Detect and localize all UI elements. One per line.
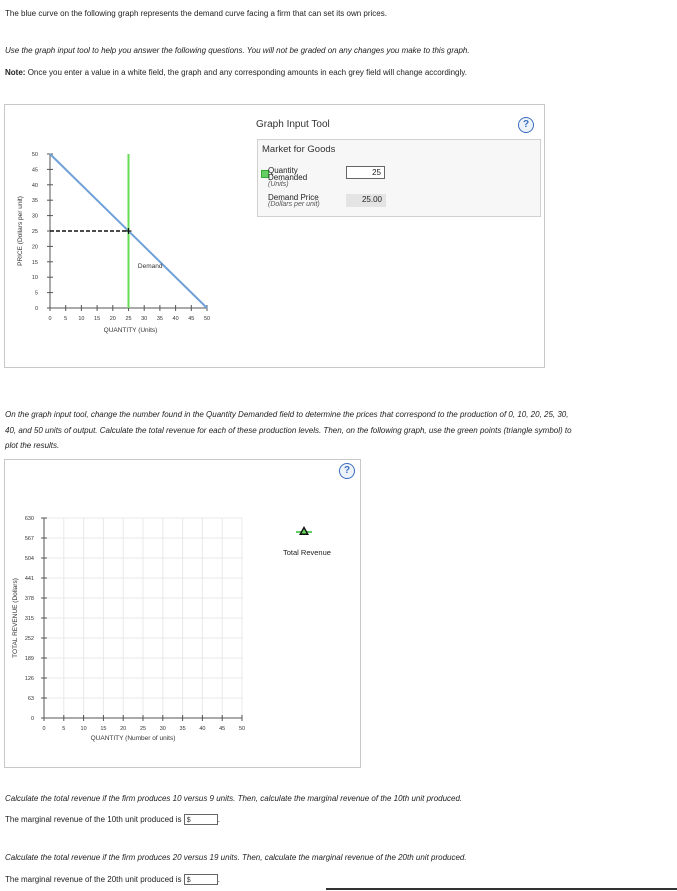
question-1-answer-label: The marginal revenue of the 10th unit produced is (5, 815, 182, 824)
note-text: Once you enter a value in a white field, the graph and any corresponding amounts in each grey field will change accordingly. (27, 68, 467, 77)
question-2-answer-label: The marginal revenue of the 20th unit produced is (5, 875, 182, 884)
x-axis-label: QUANTITY (Units) (103, 327, 158, 334)
legend-total-revenue: Total Revenue (283, 548, 331, 557)
question-2-answer-row (5, 874, 220, 886)
x-tick-label: 40 (199, 726, 206, 732)
note-line (5, 67, 467, 79)
y-tick-label: 126 (24, 676, 34, 682)
x-tick-label: 0 (42, 726, 46, 732)
total-revenue-chart (8, 508, 258, 748)
question-1-prompt: Calculate the total revenue if the firm produces 10 versus 9 units. Then, calculate the marginal revenue of the 10th unit produced. (5, 794, 463, 803)
y-tick-label: 630 (24, 516, 34, 522)
quantity-label-2: Demanded (268, 173, 308, 182)
y-tick-label: 30 (31, 213, 38, 220)
y-tick-label: 35 (31, 198, 38, 205)
y-tick-label: 50 (31, 152, 38, 158)
x-tick-label: 15 (94, 316, 101, 322)
x-axis-label: QUANTITY (Number of units) (90, 735, 176, 742)
y-tick-label: 567 (24, 536, 34, 542)
y-tick-label: 0 (34, 306, 38, 312)
x-tick-label: 20 (120, 726, 127, 732)
x-tick-label: 25 (125, 316, 132, 322)
y-tick-label: 20 (31, 244, 38, 251)
triangle-tool-icon[interactable] (294, 524, 314, 538)
y-tick-label: 10 (31, 275, 38, 282)
plot-instruction: On the graph input tool, change the number found in the Quantity Demanded field to determine the prices that correspond to the production of 0, 10, 20, 25, 30, 40, and 50 units of output. Calculate the total revenue for each of these production levels. Then, on the following graph, use the green points (triangle symbol) to plot the results. (5, 410, 572, 450)
demand-label: Demand (137, 262, 163, 270)
quantity-demanded-input[interactable]: 25 (346, 166, 385, 179)
price-units: (Dollars per unit) (268, 201, 320, 208)
y-tick-label: 5 (34, 290, 38, 297)
x-tick-label: 5 (62, 726, 66, 732)
question-2-prompt: Calculate the total revenue if the firm produces 20 versus 19 units. Then, calculate the marginal revenue of the 20th unit produced. (5, 853, 467, 862)
y-axis-label: PRICE (Dollars per unit) (17, 196, 24, 266)
demand-price-value: 25.00 (346, 194, 386, 207)
x-tick-label: 25 (139, 726, 147, 732)
x-tick-label: 20 (109, 316, 116, 322)
bottom-rule (326, 888, 677, 890)
period-2: . (217, 875, 221, 884)
period-1: . (217, 815, 221, 824)
price-label: Demand Price (268, 193, 319, 202)
y-tick-label: 189 (24, 656, 34, 662)
y-tick-label: 15 (31, 259, 38, 266)
x-tick-label: 15 (100, 726, 107, 732)
x-tick-label: 40 (172, 316, 179, 322)
y-tick-label: 25 (31, 229, 38, 235)
y-tick-label: 45 (31, 167, 38, 174)
y-tick-label: 315 (24, 616, 34, 622)
x-tick-label: 50 (238, 726, 246, 732)
x-tick-label: 30 (159, 726, 166, 732)
y-axis-label: TOTAL REVENUE (Dollars) (12, 578, 19, 658)
graph-tool-instruction: Use the graph input tool to help you answer the following questions. You will not be graded on any changes you make to this graph. (5, 46, 470, 55)
x-tick-label: 50 (203, 316, 211, 322)
x-tick-label: 30 (141, 316, 148, 322)
x-tick-label: 0 (48, 316, 52, 322)
answer-input-20th[interactable]: $ (184, 874, 218, 885)
graph-input-tool-title: Graph Input Tool (256, 119, 330, 130)
x-tick-label: 45 (219, 726, 226, 732)
y-tick-label: 252 (24, 636, 34, 642)
intro-text: The blue curve on the following graph represents the demand curve facing a firm that can set its own prices. (5, 9, 387, 18)
x-tick-label: 45 (188, 316, 195, 322)
y-tick-label: 63 (27, 696, 34, 702)
x-tick-label: 10 (80, 726, 87, 732)
y-tick-label: 40 (31, 182, 38, 189)
demand-chart (10, 140, 225, 340)
help-icon[interactable]: ? (518, 117, 534, 133)
y-tick-label: 0 (30, 716, 34, 722)
question-1-answer-row (5, 814, 220, 826)
help-icon-2[interactable]: ? (339, 463, 355, 479)
note-label: Note: (5, 68, 26, 77)
y-tick-label: 441 (24, 576, 34, 582)
market-title: Market for Goods (262, 144, 336, 155)
answer-input-10th[interactable]: $ (184, 814, 218, 825)
x-tick-label: 5 (64, 316, 68, 322)
x-tick-label: 35 (179, 726, 186, 732)
y-tick-label: 378 (24, 596, 34, 602)
x-tick-label: 10 (78, 316, 85, 322)
quantity-units: (Units) (268, 181, 289, 188)
x-tick-label: 35 (156, 316, 163, 322)
y-tick-label: 504 (24, 556, 34, 562)
quantity-label-1: Quantity (268, 166, 298, 175)
